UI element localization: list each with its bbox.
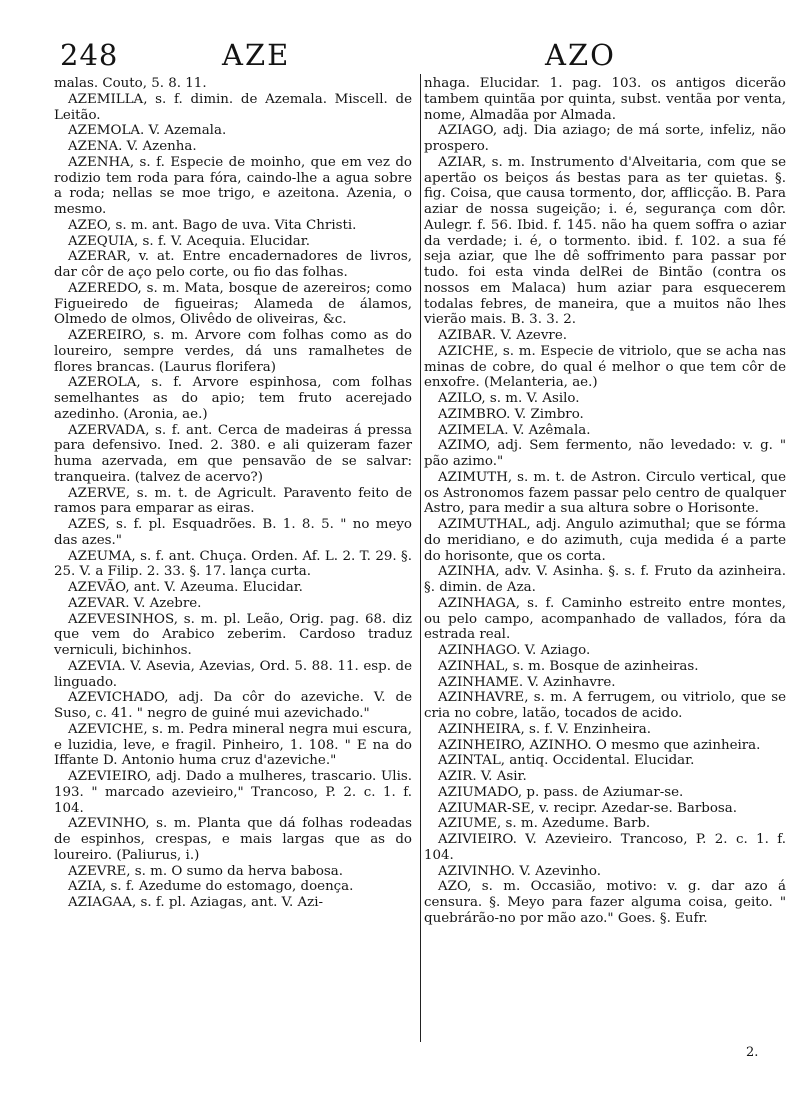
dictionary-entry: AZIMBRO. V. Zimbro.: [438, 406, 584, 422]
dictionary-entry: AZEUMA, s. f. ant. Chuça. Orden. Af. L. 2. T. 29. §. 25. V. a Filip. 2. 33. §. 17. lança curta.: [54, 548, 412, 580]
dictionary-entry: AZEVICHADO, adj. Da côr do azeviche. V. de Suso, c. 41. " negro de guiné mui azevichado.": [54, 690, 412, 721]
dictionary-entry: AZIVINHO. V. Azevinho.: [438, 863, 601, 879]
dictionary-entry: AZINTAL, antiq. Occidental. Elucidar.: [438, 753, 695, 769]
column-divider: [420, 74, 421, 1042]
dictionary-entry: AZERVE, s. m. t. de Agricult. Paravento feito de ramos para emparar as eiras.: [54, 485, 412, 517]
dictionary-entry: AZES, s. f. pl. Esquadrões. B. 1. 8. 5. " no meyo das azes.": [54, 517, 412, 548]
dictionary-entry: AZIR. V. Asir.: [438, 769, 527, 784]
dictionary-entry: AZINHEIRO, AZINHO. O mesmo que azinheira.: [438, 737, 761, 753]
dictionary-entry: AZEVIEIRO, adj. Dado a mulheres, trascario. Ulis. 193. " marcado azevieiro," Trancoso, P. 2. c. 1. f. 104.: [54, 769, 412, 816]
dictionary-entry: AZEVAR. V. Azebre.: [68, 595, 202, 611]
catchword: 2.: [746, 1045, 759, 1060]
dictionary-entry: AZICHE, s. m. Especie de vitriolo, que se acha nas minas de cobre, do qual é melhor o que tem côr de enxofre. (Melanteria, ae.): [424, 343, 786, 391]
dictionary-entry: AZIMUTHAL, adj. Angulo azimuthal; que se fórma do meridiano, e do azimuth, cuja medida é a parte do horisonte, que os corta.: [424, 517, 786, 564]
dictionary-entry: AZIAGO, adj. Dia aziago; de má sorte, infeliz, não prospero.: [424, 123, 786, 154]
dictionary-entry: AZEVICHE, s. m. Pedra mineral negra mui escura, e luzidia, leve, e fragil. Pinheiro, 1. 108. " E na do Iffante D. Antonio huma cruz d'azeviche.": [54, 721, 412, 769]
dictionary-entry: AZIUMAR-SE, v. recipr. Azedar-se. Barbosa.: [438, 800, 738, 816]
dictionary-entry: nhaga. Elucidar. 1. pag. 103. os antigos dicerão tambem quintãa por quinta, subst. ventãa por venta, nome, Almadãa por Almada.: [424, 76, 786, 123]
dictionary-entry: AZINHAL, s. m. Bosque de azinheiras.: [438, 658, 699, 674]
dictionary-entry: AZEVRE, s. m. O sumo da herva babosa.: [68, 863, 343, 879]
dictionary-entry: AZIA, s. f. Azedume do estomago, doença.: [68, 879, 354, 895]
dictionary-entry: AZEO, s. m. ant. Bago de uva. Vita Christi.: [68, 217, 357, 233]
dictionary-entry: AZIBAR. V. Azevre.: [438, 328, 568, 343]
dictionary-entry: AZIAR, s. m. Instrumento d'Alveitaria, com que se apertão os beiços ás bestas para as ter quietas. §. fig. Coisa, que causa tormento, dor, afflicção. B. Para aziar de nossa sugeição; i. é, segurança com dôr. Aulegr. f. 56. Ibid. f. 145. não ha quem soffra o aziar da verdade; i. é, o tormento. ibid. f. 102. a sua fé seja aziar, que lhe dê soffrimento para passar por tudo. foi esta vinda delRei de Bintão (contra os nossos em Malaca) hum aziar para esquecerem todalas febres, de maneira, que a muitos não lhes vierão mais. B. 3. 3. 2.: [424, 154, 786, 328]
dictionary-entry: AZERAR, v. at. Entre encadernadores de livros, dar côr de aço pelo corte, ou fio das folhas.: [54, 249, 412, 280]
dictionary-entry: AZEROLA, s. f. Arvore espinhosa, com folhas semelhantes as do apio; tem fruto acerejado azedinho. (Aronia, ae.): [54, 375, 412, 422]
dictionary-entry: AZINHEIRA, s. f. V. Enzinheira.: [438, 721, 652, 737]
dictionary-entry: AZEVÃO, ant. V. Azeuma. Elucidar.: [68, 580, 303, 595]
dictionary-entry: AZINHA, adv. V. Asinha. §. s. f. Fruto da azinheira. §. dimin. de Aza.: [424, 564, 786, 595]
dictionary-entry: AZEMILLA, s. f. dimin. de Azemala. Miscell. de Leitão.: [54, 91, 412, 123]
dictionary-entry: AZINHAGA, s. f. Caminho estreito entre montes, ou pelo campo, acompanhado de vallados, fóra da estrada real.: [424, 595, 786, 643]
dictionary-entry: AZEREDO, s. m. Mata, bosque de azereiros; como Figueiredo de figueiras; Alameda de álamos, Olmedo de olmos, Olivêdo de oliveiras, &c.: [54, 280, 412, 328]
dictionary-entry: AZENHA, s. f. Especie de moinho, que em vez do rodizio tem roda para fóra, caindo-lhe a agua sobre a roda; nellas se moe trigo, e azeitona. Azenia, o mesmo.: [54, 154, 412, 217]
dictionary-entry: AZEVESINHOS, s. m. pl. Leão, Orig. pag. 68. diz que vem do Arabico zeberim. Cardoso traduz verniculi, bichinhos.: [54, 611, 412, 658]
dictionary-entry: AZIAGAA, s. f. pl. Aziagas, ant. V. Azi-: [68, 895, 324, 910]
dictionary-entry: AZINHAME. V. Azinhavre.: [438, 674, 616, 690]
dictionary-entry: AZO, s. m. Occasião, motivo: v. g. dar azo á censura. §. Meyo para fazer alguma coisa, geito. " quebrárão-no por mão azo." Goes. §. Eufr.: [424, 879, 786, 926]
dictionary-entry: AZILO, s. m. V. Asilo.: [438, 391, 580, 406]
dictionary-entry: AZEREIRO, s. m. Arvore com folhas como as do loureiro, sempre verdes, dá uns ramalhetes de flores brancas. (Laurus florifera): [54, 328, 412, 375]
dictionary-entry: AZEVIA. V. Asevia, Azevias, Ord. 5. 88. 11. esp. de linguado.: [54, 658, 412, 690]
dictionary-entry: AZEMOLA. V. Azemala.: [68, 123, 227, 139]
dictionary-entry: AZIUME, s. m. Azedume. Barb.: [438, 816, 651, 832]
running-head-left: AZE: [222, 38, 291, 72]
dictionary-entry: AZIUMADO, p. pass. de Aziumar-se.: [438, 784, 684, 800]
dictionary-entry: AZEQUIA, s. f. V. Acequia. Elucidar.: [68, 233, 310, 249]
page-number: 248: [60, 38, 119, 72]
dictionary-entry: AZIMO, adj. Sem fermento, não levedado: v. g. " pão azimo.": [424, 438, 786, 469]
dictionary-entry: AZERVADA, s. f. ant. Cerca de madeiras á pressa para defensivo. Ined. 2. 380. e ali quizeram fazer huma azervada, em que pensavão de se salvar: tranqueira. (talvez de acervo?): [54, 422, 412, 485]
dictionary-entry: AZIMUTH, s. m. t. de Astron. Circulo vertical, que os Astronomos fazem passar pelo centro de qualquer Astro, para medir a sua altura sobre o Horisonte.: [424, 469, 786, 517]
running-head-right: AZO: [545, 38, 616, 72]
dictionary-entry: AZINHAVRE, s. m. A ferrugem, ou vitriolo, que se cria no cobre, latão, tocados de acido.: [424, 690, 786, 721]
dictionary-entry: AZIVIEIRO. V. Azevieiro. Trancoso, P. 2. c. 1. f. 104.: [424, 832, 786, 863]
dictionary-entry: malas. Couto, 5. 8. 11.: [54, 76, 207, 91]
dictionary-entry: AZINHAGO. V. Aziago.: [438, 643, 591, 658]
dictionary-entry: AZENA. V. Azenha.: [68, 139, 197, 154]
right-column: [424, 76, 786, 927]
dictionary-entry: AZEVINHO, s. m. Planta que dá folhas rodeadas de espinhos, crespas, e mais largas que as do loureiro. (Paliurus, i.): [54, 816, 412, 863]
dictionary-entry: AZIMELA. V. Azêmala.: [438, 422, 591, 438]
left-column: [54, 76, 412, 911]
